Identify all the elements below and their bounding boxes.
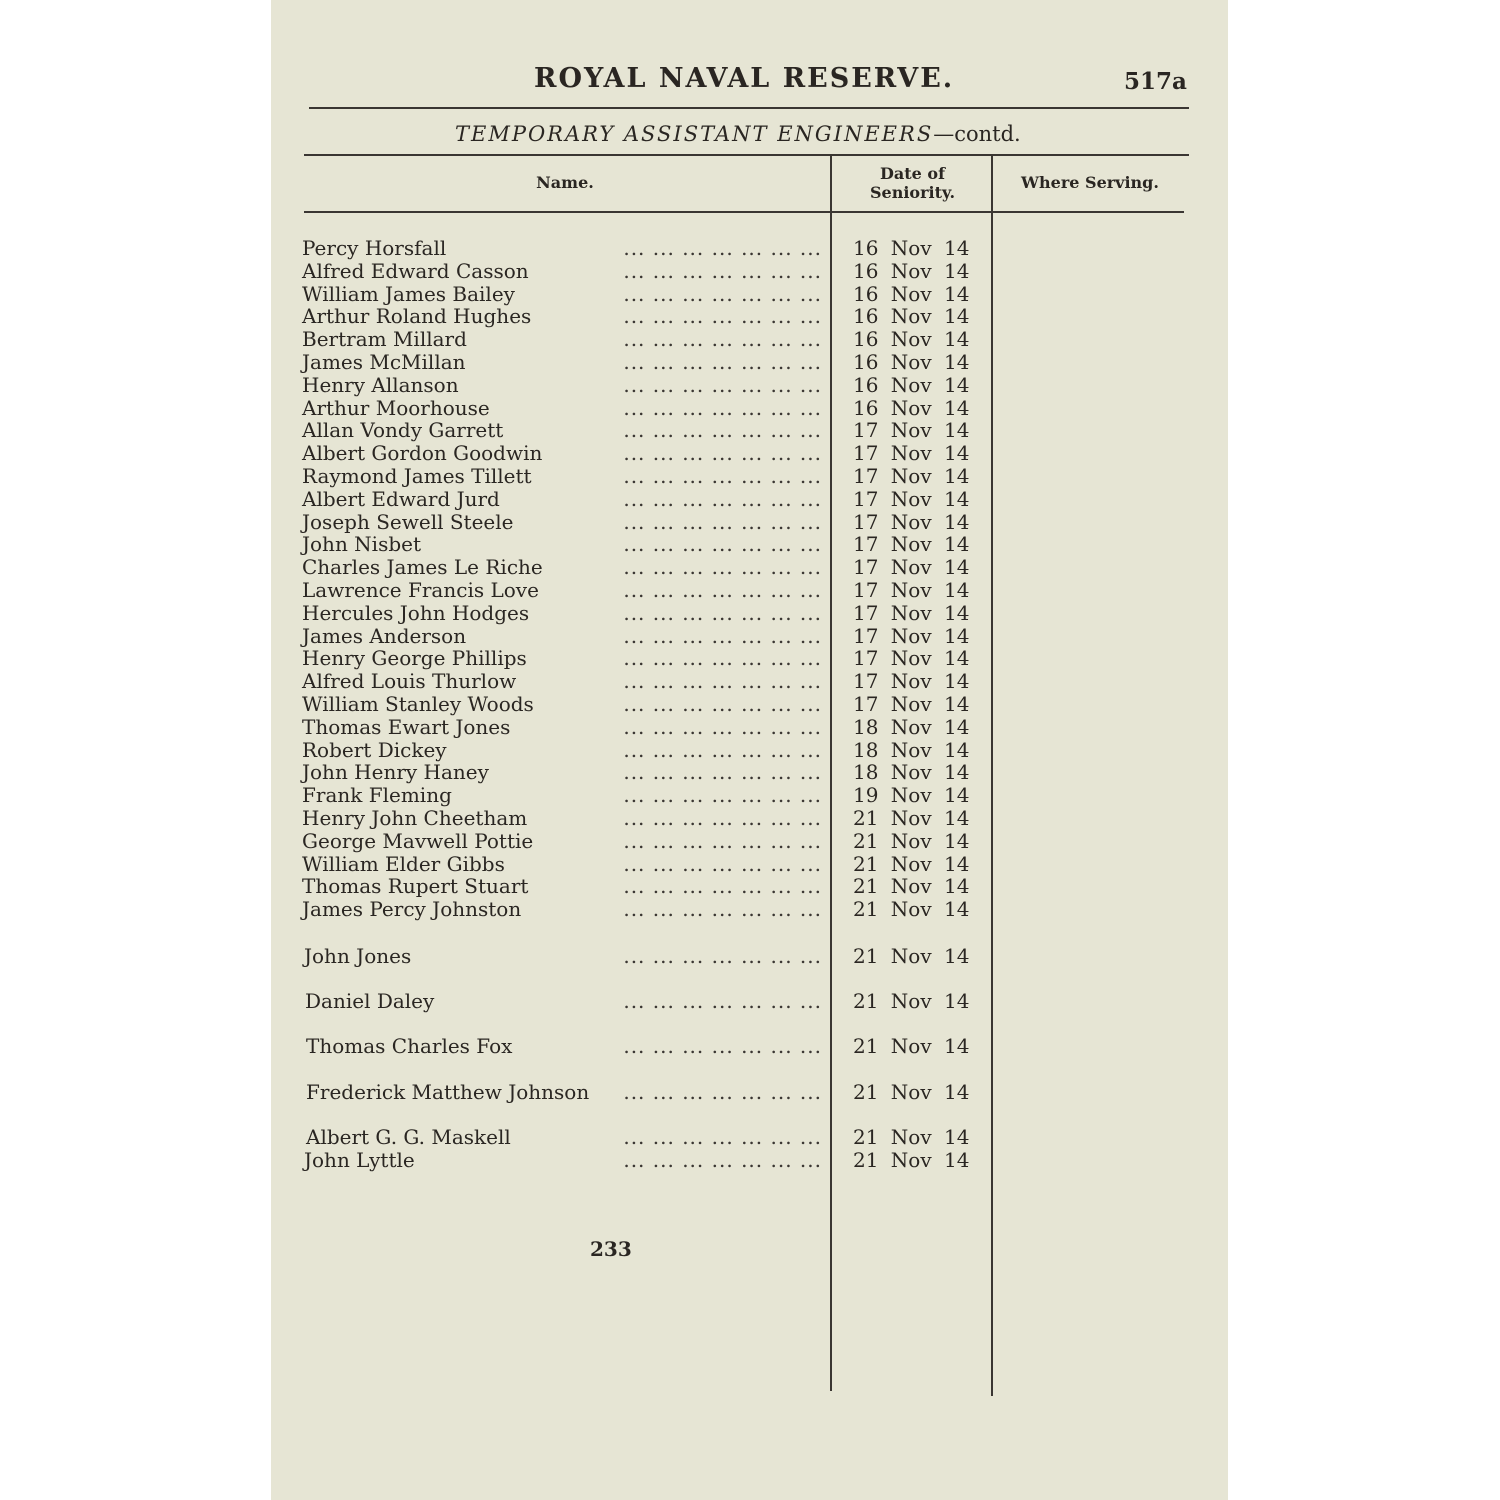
officer-name: Henry Allanson [302, 372, 459, 397]
column-header-date-line2: Seniority. [869, 183, 956, 202]
leader-dots: ... ... ... ... ... ... ... [623, 509, 822, 534]
section-heading [455, 122, 1021, 146]
table-row [302, 532, 992, 555]
seniority-date: 17 Nov 14 [853, 578, 970, 602]
table-row [302, 783, 992, 806]
seniority-date: 21 Nov 14 [853, 1125, 970, 1149]
seniority-date: 21 Nov 14 [853, 874, 970, 899]
header-rule [309, 107, 1189, 109]
officer-name: William Stanley Woods [302, 692, 534, 716]
officer-name: Henry John Cheetham [302, 806, 528, 830]
leader-dots: ... ... ... ... ... ... ... [623, 760, 822, 785]
table-row [302, 874, 992, 897]
seniority-date: 16 Nov 14 [853, 350, 970, 374]
table-row [302, 646, 992, 669]
table-row [302, 236, 992, 259]
column-header-where: Where Serving. [1021, 173, 1159, 192]
table-row [302, 601, 992, 624]
officer-name: Percy Horsfall [302, 236, 447, 260]
officer-name: William Elder Gibbs [302, 851, 505, 876]
leader-dots: ... ... ... ... ... ... ... [623, 737, 822, 762]
table-row [302, 555, 992, 578]
table-row [302, 1148, 992, 1171]
officer-name: Hercules John Hodges [302, 600, 530, 625]
table-row [302, 1080, 992, 1103]
leader-dots: ... ... ... ... ... ... ... [623, 372, 822, 397]
seniority-date: 21 Nov 14 [853, 806, 970, 830]
officer-name: William James Bailey [302, 281, 515, 306]
leader-dots: ... ... ... ... ... ... ... [623, 304, 822, 329]
table-row [302, 989, 992, 1012]
seniority-date: 16 Nov 14 [853, 395, 970, 420]
table-row [302, 738, 992, 761]
seniority-date: 17 Nov 14 [853, 441, 970, 466]
leader-dots: ... ... ... ... ... ... ... [623, 1034, 822, 1058]
seniority-date: 17 Nov 14 [853, 486, 970, 511]
seniority-date: 19 Nov 14 [853, 783, 970, 808]
officer-name: Frank Fleming [302, 783, 452, 808]
officer-name: Alfred Louis Thurlow [302, 669, 517, 694]
seniority-date: 17 Nov 14 [853, 532, 970, 557]
table-row [302, 760, 992, 783]
officer-name: George Mavwell Pottie [302, 828, 534, 853]
seniority-date: 17 Nov 14 [853, 646, 970, 671]
leader-dots: ... ... ... ... ... ... ... [623, 623, 822, 648]
table-row [302, 282, 992, 305]
officer-name: Thomas Ewart Jones [302, 714, 511, 739]
officer-name: Charles James Le Riche [302, 555, 543, 580]
officer-name: Thomas Rupert Stuart [302, 874, 529, 899]
leader-dots: ... ... ... ... ... ... ... [623, 464, 822, 488]
officer-name: John Lyttle [304, 1148, 415, 1172]
leader-dots: ... ... ... ... ... ... ... [623, 1125, 822, 1149]
seniority-date: 16 Nov 14 [853, 304, 970, 329]
leader-dots: ... ... ... ... ... ... ... [623, 418, 822, 443]
section-suffix: —contd. [933, 122, 1021, 146]
officer-name: Henry George Phillips [302, 646, 527, 671]
seniority-date: 17 Nov 14 [853, 509, 970, 534]
officer-name: Albert Edward Jurd [302, 486, 500, 511]
leader-dots: ... ... ... ... ... ... ... [623, 783, 822, 808]
leader-dots: ... ... ... ... ... ... ... [623, 600, 822, 625]
leader-dots: ... ... ... ... ... ... ... [623, 578, 822, 602]
seniority-date: 16 Nov 14 [853, 327, 970, 352]
leader-dots: ... ... ... ... ... ... ... [623, 897, 822, 922]
footer-page-number: 233 [590, 1237, 632, 1261]
officer-name: Robert Dickey [302, 737, 447, 762]
leader-dots: ... ... ... ... ... ... ... [623, 692, 822, 716]
seniority-date: 18 Nov 14 [853, 760, 970, 785]
table-row [302, 624, 992, 647]
column-header-date [840, 164, 985, 202]
table-row [302, 806, 992, 829]
table-row [302, 441, 992, 464]
seniority-date: 16 Nov 14 [853, 258, 970, 283]
column-header-date-line1: Date of [880, 164, 945, 183]
leader-dots: ... ... ... ... ... ... ... [623, 874, 822, 899]
table-row [302, 327, 992, 350]
seniority-date: 21 Nov 14 [853, 989, 970, 1013]
leader-dots: ... ... ... ... ... ... ... [623, 395, 822, 420]
table-row [302, 692, 992, 715]
leader-dots: ... ... ... ... ... ... ... [623, 555, 822, 580]
seniority-date: 21 Nov 14 [853, 1148, 970, 1172]
seniority-date: 21 Nov 14 [853, 828, 970, 853]
seniority-date: 21 Nov 14 [853, 1034, 970, 1058]
officer-name: Raymond James Tillett [302, 464, 532, 488]
table-row [302, 669, 992, 692]
leader-dots: ... ... ... ... ... ... ... [623, 851, 822, 876]
leader-dots: ... ... ... ... ... ... ... [623, 486, 822, 511]
seniority-date: 16 Nov 14 [853, 281, 970, 306]
table-row [302, 510, 992, 533]
leader-dots: ... ... ... ... ... ... ... [623, 236, 822, 260]
officer-name: Arthur Moorhouse [302, 395, 490, 420]
leader-dots: ... ... ... ... ... ... ... [623, 532, 822, 557]
seniority-date: 21 Nov 14 [853, 851, 970, 876]
officer-name: James Percy Johnston [302, 897, 522, 922]
table-row [302, 578, 992, 601]
officer-name: Frederick Matthew Johnson [306, 1080, 590, 1104]
table-row [302, 464, 992, 487]
leader-dots: ... ... ... ... ... ... ... [623, 1148, 822, 1172]
table-row [302, 1125, 992, 1148]
leader-dots: ... ... ... ... ... ... ... [623, 350, 822, 374]
table-row [302, 259, 992, 282]
section-title: TEMPORARY ASSISTANT ENGINEERS [455, 122, 934, 146]
officer-name: Albert Gordon Goodwin [302, 441, 543, 466]
seniority-date: 17 Nov 14 [853, 692, 970, 716]
table-row [302, 396, 992, 419]
leader-dots: ... ... ... ... ... ... ... [623, 1080, 822, 1104]
officer-name: Allan Vondy Garrett [302, 418, 504, 443]
table-row [302, 487, 992, 510]
officer-name: Daniel Daley [305, 989, 435, 1013]
seniority-date: 16 Nov 14 [853, 236, 970, 260]
leader-dots: ... ... ... ... ... ... ... [623, 258, 822, 283]
seniority-date: 21 Nov 14 [853, 944, 970, 968]
leader-dots: ... ... ... ... ... ... ... [623, 441, 822, 466]
officer-name: Albert G. G. Maskell [306, 1125, 511, 1149]
table-row [302, 715, 992, 738]
seniority-date: 16 Nov 14 [853, 372, 970, 397]
seniority-date: 17 Nov 14 [853, 418, 970, 443]
seniority-date: 17 Nov 14 [853, 464, 970, 488]
table-row [302, 944, 992, 967]
seniority-date: 17 Nov 14 [853, 669, 970, 694]
table-row [302, 373, 992, 396]
seniority-date: 17 Nov 14 [853, 555, 970, 580]
seniority-date: 18 Nov 14 [853, 737, 970, 762]
leader-dots: ... ... ... ... ... ... ... [623, 714, 822, 739]
seniority-date: 17 Nov 14 [853, 600, 970, 625]
table-row [302, 1034, 992, 1057]
page-number: 517a [1124, 68, 1187, 95]
officer-name: Bertram Millard [302, 327, 467, 352]
leader-dots: ... ... ... ... ... ... ... [623, 806, 822, 830]
table-row [302, 418, 992, 441]
page-title: ROYAL NAVAL RESERVE. [534, 63, 955, 94]
table-top-rule [304, 154, 1189, 156]
seniority-date: 17 Nov 14 [853, 623, 970, 648]
leader-dots: ... ... ... ... ... ... ... [623, 989, 822, 1013]
table-row [302, 350, 992, 373]
leader-dots: ... ... ... ... ... ... ... [623, 828, 822, 853]
leader-dots: ... ... ... ... ... ... ... [623, 944, 822, 968]
officer-name: James Anderson [302, 623, 467, 648]
seniority-date: 21 Nov 14 [853, 897, 970, 922]
table-header-rule [304, 211, 1184, 213]
officer-name: Lawrence Francis Love [302, 578, 539, 602]
leader-dots: ... ... ... ... ... ... ... [623, 281, 822, 306]
table-row [302, 852, 992, 875]
leader-dots: ... ... ... ... ... ... ... [623, 669, 822, 694]
leader-dots: ... ... ... ... ... ... ... [623, 646, 822, 671]
officer-name: James McMillan [302, 350, 466, 374]
officer-name: John Jones [304, 944, 412, 968]
seniority-date: 21 Nov 14 [853, 1080, 970, 1104]
officer-name: John Henry Haney [302, 760, 489, 785]
leader-dots: ... ... ... ... ... ... ... [623, 327, 822, 352]
table-row [302, 829, 992, 852]
officer-name: Thomas Charles Fox [306, 1034, 513, 1058]
table-row [302, 897, 992, 920]
officer-name: Alfred Edward Casson [302, 258, 529, 283]
officer-name: Joseph Sewell Steele [302, 509, 514, 534]
column-header-name: Name. [536, 173, 594, 192]
officer-name: John Nisbet [302, 532, 422, 557]
officer-name: Arthur Roland Hughes [302, 304, 532, 329]
table-row [302, 304, 992, 327]
seniority-date: 18 Nov 14 [853, 714, 970, 739]
